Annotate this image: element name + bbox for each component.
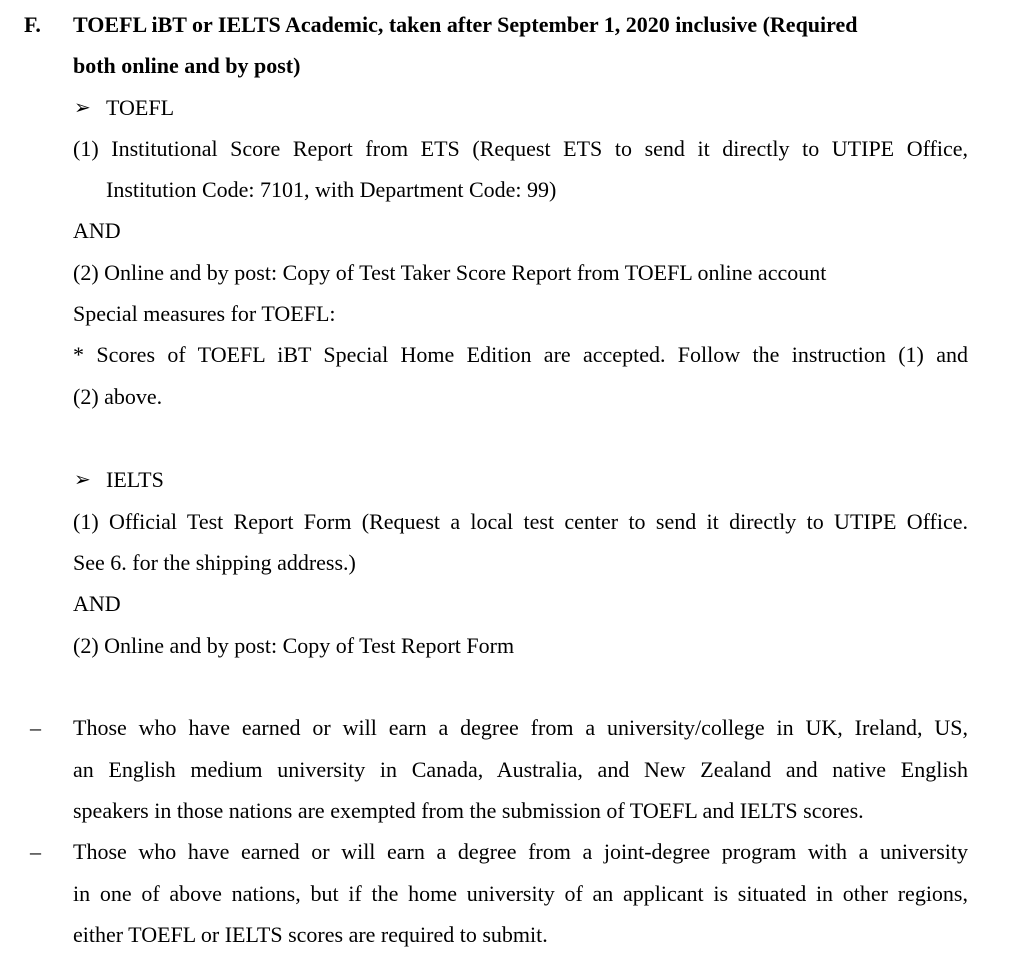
ielts-title: IELTS (106, 467, 164, 492)
exemption-2-dash: – (30, 839, 41, 864)
toefl-title: TOEFL (106, 95, 175, 120)
toefl-bullet-icon: ➢ (74, 97, 91, 119)
exemption-1-line-2: an English medium university in Canada, Australia, and New Zealand and native English (73, 757, 968, 782)
ielts-item-1-line-1: (1) Official Test Report Form (Request a local test center to send it directly to UTIPE Office. (73, 509, 968, 534)
ielts-item-1-line-2: See 6. for the shipping address.) (73, 550, 356, 575)
exemption-1-dash: – (30, 715, 41, 740)
exemption-1-line-1: Those who have earned or will earn a degree from a university/college in UK, Ireland, US, (73, 715, 968, 740)
toefl-item-1-line-1: (1) Institutional Score Report from ETS (Request ETS to send it directly to UTIPE Office, (73, 136, 968, 161)
toefl-special-line-1: * Scores of TOEFL iBT Special Home Edition are accepted. Follow the instruction (1) and (73, 342, 968, 367)
exemption-1-line-3: speakers in those nations are exempted from the submission of TOEFL and IELTS scores. (73, 798, 864, 823)
toefl-item-2: (2) Online and by post: Copy of Test Taker Score Report from TOEFL online account (73, 260, 827, 285)
ielts-bullet-icon: ➢ (74, 469, 91, 491)
ielts-and: AND (73, 591, 121, 616)
exemption-2-line-3: either TOEFL or IELTS scores are required to submit. (73, 922, 548, 947)
exemption-2-line-1: Those who have earned or will earn a degree from a joint-degree program with a university (73, 839, 968, 864)
exemption-2-line-2: in one of above nations, but if the home university of an applicant is situated in other regions, (73, 881, 968, 906)
toefl-special-line-2: (2) above. (73, 384, 163, 409)
toefl-item-1-line-2: Institution Code: 7101, with Department Code: 99) (106, 177, 557, 202)
toefl-and: AND (73, 218, 121, 243)
section-heading-line-1: TOEFL iBT or IELTS Academic, taken after September 1, 2020 inclusive (Required (73, 12, 858, 37)
section-heading-line-2: both online and by post) (73, 53, 301, 78)
section-marker: F. (24, 12, 41, 37)
toefl-special-title: Special measures for TOEFL: (73, 301, 336, 326)
ielts-item-2: (2) Online and by post: Copy of Test Report Form (73, 633, 515, 658)
